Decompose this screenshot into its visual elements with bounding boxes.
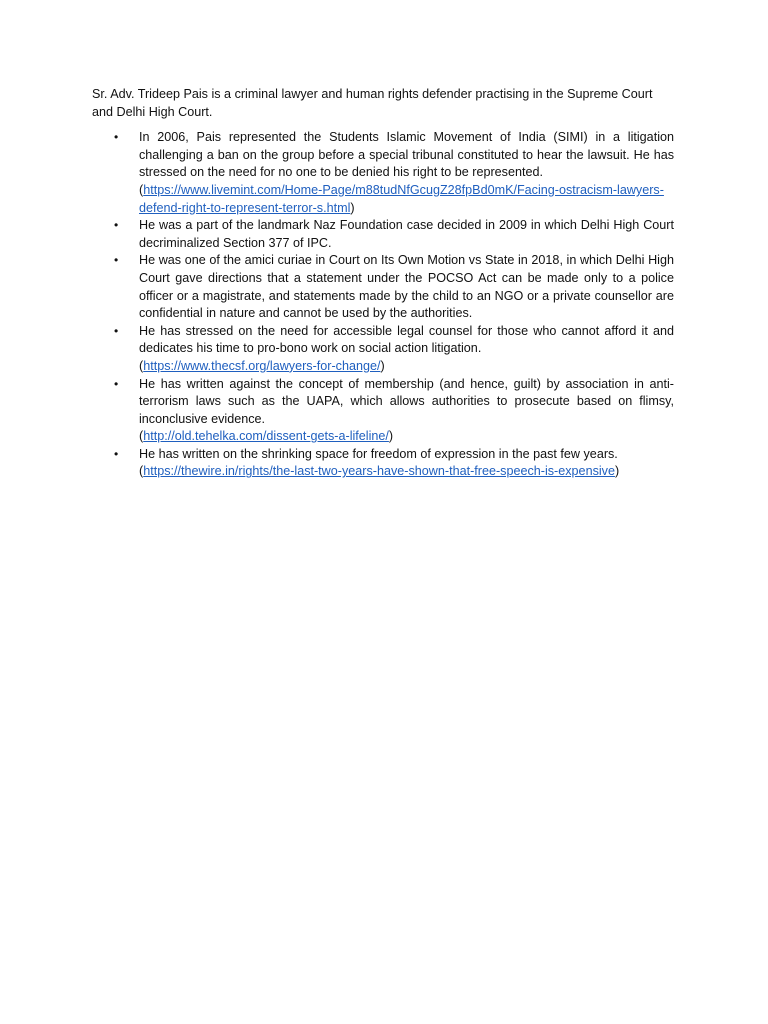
list-item-text: In 2006, Pais represented the Students Islamic Movement of India (SIMI) in a litigation challenging a ban on the group before a special tribunal constituted to hear the lawsuit. He has stressed on the need for no one to be denied his right to be represented.	[139, 130, 674, 180]
document-body	[92, 86, 674, 481]
citation-link[interactable]: https://www.thecsf.org/lawyers-for-change/	[143, 358, 381, 373]
citation-link[interactable]: http://old.tehelka.com/dissent-gets-a-lifeline/	[143, 429, 389, 444]
citation-link[interactable]: https://www.livemint.com/Home-Page/m88tudNfGcugZ28fpBd0mK/Facing-ostracism-lawyers-defend-right-to-represent-terror-s.html	[139, 182, 664, 215]
list-item-text: He was a part of the landmark Naz Foundation case decided in 2009 in which Delhi High Court decriminalized Section 377 of IPC.	[139, 218, 674, 250]
citation: (https://thewire.in/rights/the-last-two-years-have-shown-that-free-speech-is-expensive)	[139, 464, 620, 479]
citation: (https://www.livemint.com/Home-Page/m88tudNfGcugZ28fpBd0mK/Facing-ostracism-lawyers-defend-right-to-represent-terror-s.html)	[139, 182, 664, 215]
list-item	[114, 376, 674, 446]
list-item-text: He has written on the shrinking space for freedom of expression in the past few years.	[139, 446, 618, 461]
bullet-list	[92, 129, 674, 481]
bullet-icon: •	[114, 130, 119, 145]
list-item	[114, 252, 674, 322]
list-item	[114, 323, 674, 376]
list-item	[114, 129, 674, 217]
citation: (http://old.tehelka.com/dissent-gets-a-lifeline/)	[139, 429, 394, 444]
bullet-icon: •	[114, 253, 119, 268]
list-item	[114, 446, 674, 481]
list-item	[114, 217, 674, 252]
citation: (https://www.thecsf.org/lawyers-for-change/)	[139, 358, 385, 373]
intro-paragraph: Sr. Adv. Trideep Pais is a criminal lawyer and human rights defender practising in the Supreme Court and Delhi High Court.	[92, 87, 653, 119]
list-item-text: He has written against the concept of membership (and hence, guilt) by association in anti-terrorism laws such as the UAPA, which allows authorities to prosecute based on flimsy, inconclusive evidence.	[139, 376, 674, 426]
list-item-text: He was one of the amici curiae in Court on Its Own Motion vs State in 2018, in which Delhi High Court gave directions that a statement under the POCSO Act can be made only to a police officer or a magistrate, and statements made by the child to an NGO or a private counsellor are confidential in nature and cannot be used by the authorities.	[139, 253, 674, 321]
bullet-icon: •	[114, 218, 119, 233]
list-item-text: He has stressed on the need for accessible legal counsel for those who cannot afford it and dedicates his time to pro-bono work on social action litigation.	[139, 323, 674, 356]
bullet-icon: •	[114, 323, 119, 338]
citation-link[interactable]: https://thewire.in/rights/the-last-two-years-have-shown-that-free-speech-is-expensive	[143, 464, 615, 479]
bullet-icon: •	[114, 376, 119, 391]
bullet-icon: •	[114, 446, 119, 461]
